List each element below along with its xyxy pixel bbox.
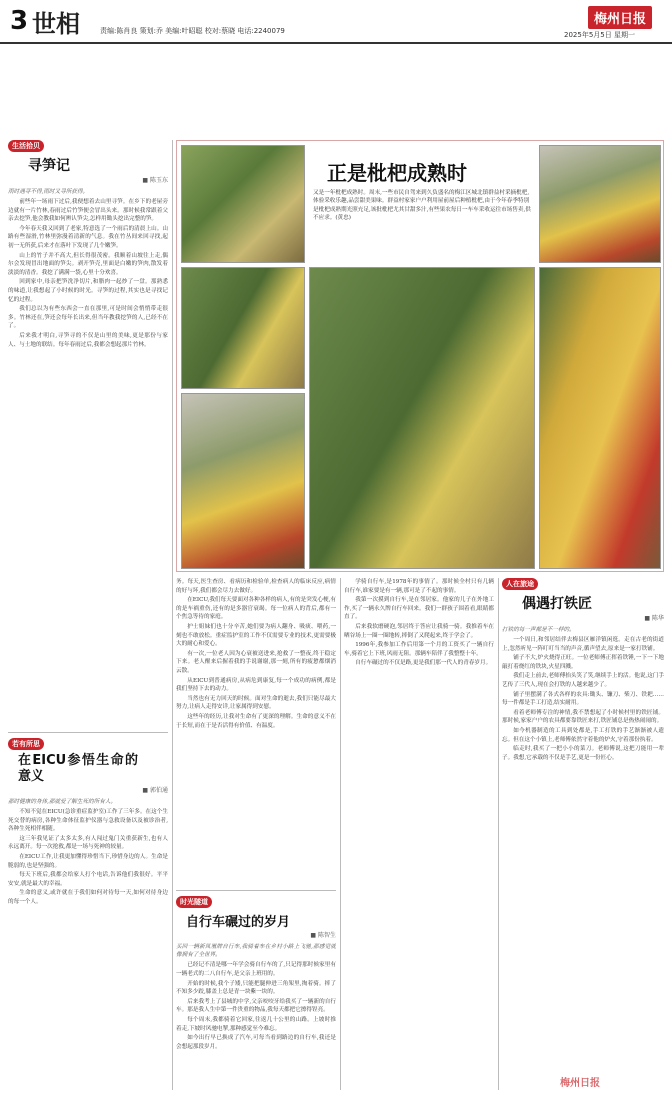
paragraph: 一个周日,和邻居结伴去梅县区雁洋镇闲逛。走在古老的街道上,忽然听见一阵叮叮当当的声音,循声望去,原来是一家打铁铺。	[502, 637, 664, 652]
article-eicu-continued	[176, 578, 336, 888]
paragraph: 铺子里摆满了各式各样的农具:锄头、镰刀、柴刀、铁耙……每一件都是手工打造,结实耐用。	[502, 691, 664, 707]
paragraph: 后来我软磨硬泡,邻居终于答应让我骑一骑。我推着车在晒谷场上一圈一圈地转,摔倒了又爬起来,终于学会了。	[344, 623, 494, 639]
feature-lead: 又是一年枇杷成熟时。周末,一些市民自驾来到久负盛名的梅江区城北镇群益村采摘枇杷,体验采收乐趣,品尝甜美果味。群益村家家户户利用屋前屋后种植枇杷,由于今年春季特别是枇杷成熟期光照充足,该批枇杷尤其甘甜多汁,有些果农每日一车车采收运往市场售卖,供不应求。(黄忠)	[313, 190, 531, 222]
paragraph: 看着老师傅专注的神情,我不禁想起了小时候村里的铁匠铺。那时候,家家户户的农具都要靠铁匠来打,铁匠铺总是热热闹闹的。	[502, 709, 664, 725]
article-bicycle-continued	[344, 578, 494, 1090]
article-tag: 若有所思	[8, 738, 44, 750]
watermark-logo: 梅州日报	[560, 1078, 600, 1089]
divider	[340, 578, 341, 1090]
paragraph: 后来我才明白,寻笋寻的不仅是山里的美味,更是那份与家人、与土地的联结。每年春雨过后,我都会想起那片竹林。	[8, 332, 168, 348]
article-author: ■ 陈华	[644, 615, 664, 622]
article-search-bamboo	[8, 140, 168, 730]
paragraph: 后来我考上了县城的中学,父亲咬咬牙给我买了一辆新的自行车。那是我人生中第一件贵重的物品,我每天都把它擦得锃亮。	[176, 998, 336, 1014]
paragraph: 护士姐妹们也十分辛苦,她们要为病人翻身、吸痰、喂药,一刻也不敢放松。重症监护室的工作不仅需要专业的技术,更需要极大的耐心和爱心。	[176, 623, 336, 648]
feature-photo-center	[309, 267, 535, 569]
article-title: 寻笋记	[28, 158, 70, 174]
divider	[498, 578, 499, 1090]
paragraph: 已经记不清是哪一年学会骑自行车的了,只记得那时候家里有一辆老式的二八自行车,是父亲上班用的。	[176, 962, 336, 977]
feature-title: 正是枇杷成熟时	[327, 161, 467, 185]
feature-photo-left-bottom	[181, 267, 305, 389]
article-title: 自行车碾过的岁月	[186, 915, 291, 930]
divider	[172, 140, 173, 1090]
article-tag: 时光隧道	[176, 896, 212, 908]
masthead	[0, 0, 672, 44]
article-lead: 那时健康的身体,那就爱了解生死的所有人。	[8, 798, 117, 805]
paragraph: 这些年的经历,让我对生命有了更深的理解。生命的意义不在于长短,而在于是否活得有价值、有温度。	[176, 713, 336, 729]
article-lead: 雨时遇寻不得,雨时又寻所获得。	[8, 188, 89, 195]
paragraph: 今年春天我又回到了老家,特意选了一个雨后的清晨上山。山路有些湿滑,竹林里弥漫着清新的气息。我在竹丛间来回寻找,起初一无所获,后来才在落叶下发现了几个嫩笋。	[8, 225, 168, 249]
feature-photo-left-top	[181, 145, 305, 263]
paragraph: 生命的意义,或许就在于我们如何对待每一天,如何对待身边的每一个人。	[8, 890, 168, 905]
divider	[176, 890, 336, 891]
feature-photo-right-top	[539, 145, 661, 263]
paragraph: 铺子不大,炉火烧得正旺。一位老师傅正挥着铁锤,一下一下地敲打着烧红的铁块,火星四溅。	[502, 655, 664, 670]
paragraph: 山上的竹子并不高大,但长得很茂密。我顺着山坡往上走,偶尔会发现冒出地面的笋尖。剥开笋壳,里面是白嫩的笋肉,散发着淡淡的清香。我挖了满满一袋,心里十分欢喜。	[8, 252, 168, 276]
paragraph: 在EICU工作,让我更加懂得珍惜当下,珍惜身边的人。生命是脆弱的,也是坚强的。	[8, 853, 168, 869]
paragraph: 在EICU,我们每天要面对各种各样的病人,有的是突发心梗,有的是车祸重伤,还有的是多器官衰竭。每一位病人的背后,都有一个焦急等待的家庭。	[176, 597, 336, 621]
paragraph: 如今机器制造的工具到处都是,手工打铁的手艺渐渐被人遗忘。但在这个小镇上,老师傅依然守着他的炉火,守着那份执着。	[502, 727, 664, 743]
divider	[8, 732, 168, 733]
paragraph: 我们走上前去,老师傅抬头笑了笑,继续手上的活。他说,这门手艺传了三代人,现在会打铁的人越来越少了。	[502, 673, 664, 688]
article-author: ■ 陈玉东	[142, 177, 168, 184]
editor-credits: 责编:陈肖良 策划:乔 美编:叶昭聪 校对:蔡晓 电话:2240079	[100, 27, 285, 35]
feature-photo-block	[176, 140, 664, 572]
paragraph: 务。每天,医生查房、看病历和检验单,检查病人的临床反应,病情的好与坏,我们都会尽力去做好。	[176, 579, 336, 594]
paragraph: 我第一次摸到自行车,是在邻居家。他家的儿子在外地工作,买了一辆永久牌自行车回来。我们一群孩子围着看,眼睛都直了。	[344, 597, 494, 621]
paragraph: 自行车碾过的不仅是路,更是我们那一代人的青春岁月。	[355, 660, 492, 667]
issue-date: 2025年5月5日 星期一	[564, 31, 635, 39]
paragraph: 每个周末,我都骑着它回家,往返几十公里的山路。上坡时推着走,下坡时风驰电掣,那种感觉至今难忘。	[176, 1016, 336, 1032]
paragraph: 从EICU到普通病房,从病危到康复,每一个成功的病例,都是我们坚持下去的动力。	[176, 677, 336, 693]
article-author: ■ 郭伯通	[142, 787, 168, 794]
feature-photo-left-lower	[181, 393, 305, 569]
paragraph: 我们总以为有些东西会一直在那里,可是时间会悄悄带走很多。竹林还在,笋还会每年长出来,但当年教我挖笋的人,已经不在了。	[8, 306, 168, 330]
paragraph: 不知不觉在EICU(急诊重症监护室)工作了三年多。在这个生死交替的病房,各种生命体征监护仪器与急救设备以及被诊治者,各种生死相伴相随。	[8, 809, 168, 833]
paragraph: 学骑自行车,是1978年的事情了。那时候全村只有几辆自行车,谁家要是有一辆,那可是了不起的事情。	[344, 579, 494, 594]
newspaper-logo: 梅州日报	[588, 6, 652, 29]
paragraph: 回到家中,母亲把笋洗净切片,和腊肉一起炒了一盘。那熟悉的味道,让我想起了小时候的时光。寻笋的过程,其实也是寻找记忆的过程。	[8, 279, 168, 303]
paragraph: 如今出行早已换成了汽车,可每当看到路边的自行车,我还是会想起那段岁月。	[176, 1035, 336, 1050]
paragraph: 有一次,一位老人因为心衰被送进来,抢救了一整夜,终于稳定下来。老人醒来后握着我的手说谢谢,那一刻,所有的疲惫都烟消云散。	[176, 650, 336, 674]
article-bicycle	[176, 896, 336, 1092]
article-lead: 买回一辆新凤凰牌自行车,我骑着车在乡村小路上飞驰,那感觉就像拥有了全世界。	[176, 943, 336, 958]
section-title: 世相	[32, 9, 80, 38]
article-eicu	[8, 738, 168, 1090]
feature-photo-right-bottom	[539, 267, 661, 569]
article-title: 在EICU参悟生命的意义	[18, 753, 138, 784]
article-tag: 生活拾贝	[8, 140, 44, 152]
paragraph: 当然也有无力回天的时候。面对生命的逝去,我们只能尽最大努力,让病人走得安详,让家属得到安慰。	[176, 695, 336, 711]
article-title: 偶遇打铁匠	[522, 596, 592, 612]
article-blacksmith	[502, 578, 664, 1090]
paragraph: 开始的时候,我个子矮,只能把腿伸进三角架里,掏着骑。摔了不知多少跤,膝盖上总是青一块紫一块的。	[176, 980, 336, 996]
paragraph: 临走时,我买了一把小小的菜刀。老师傅说,这把刀能用一辈子。我想,它承载的不仅是手艺,更是一份匠心。	[502, 746, 664, 761]
page-number: 3	[10, 6, 29, 36]
article-lead: 打铁的每一声都是不一样的。	[502, 626, 575, 633]
paragraph: 每天下班后,我都会给家人打个电话,告诉他们我很好。平平安安,就是最大的幸福。	[8, 872, 168, 887]
article-author: ■ 陈智生	[310, 932, 336, 939]
article-tag: 人在旅途	[502, 578, 538, 590]
paragraph: 前些年一场雨下过后,我便想着去山里寻笋。在乡下的老屋旁边就有一片竹林,春雨过后竹笋便会冒出头来。那时候我常跟着父亲去挖笋,他会教我如何辨认笋尖,怎样用锄头挖出完整的笋。	[8, 199, 168, 223]
paragraph: 1996年,我参加工作后用第一个月的工资买了一辆自行车,骑着它上下班,风雨无阻。那辆车陪伴了我整整十年。	[344, 642, 494, 657]
paragraph: 这三年我见证了太多太多,有人闯过鬼门关重获新生,也有人永远离开。每一次抢救,都是一场与死神的较量。	[8, 835, 168, 851]
